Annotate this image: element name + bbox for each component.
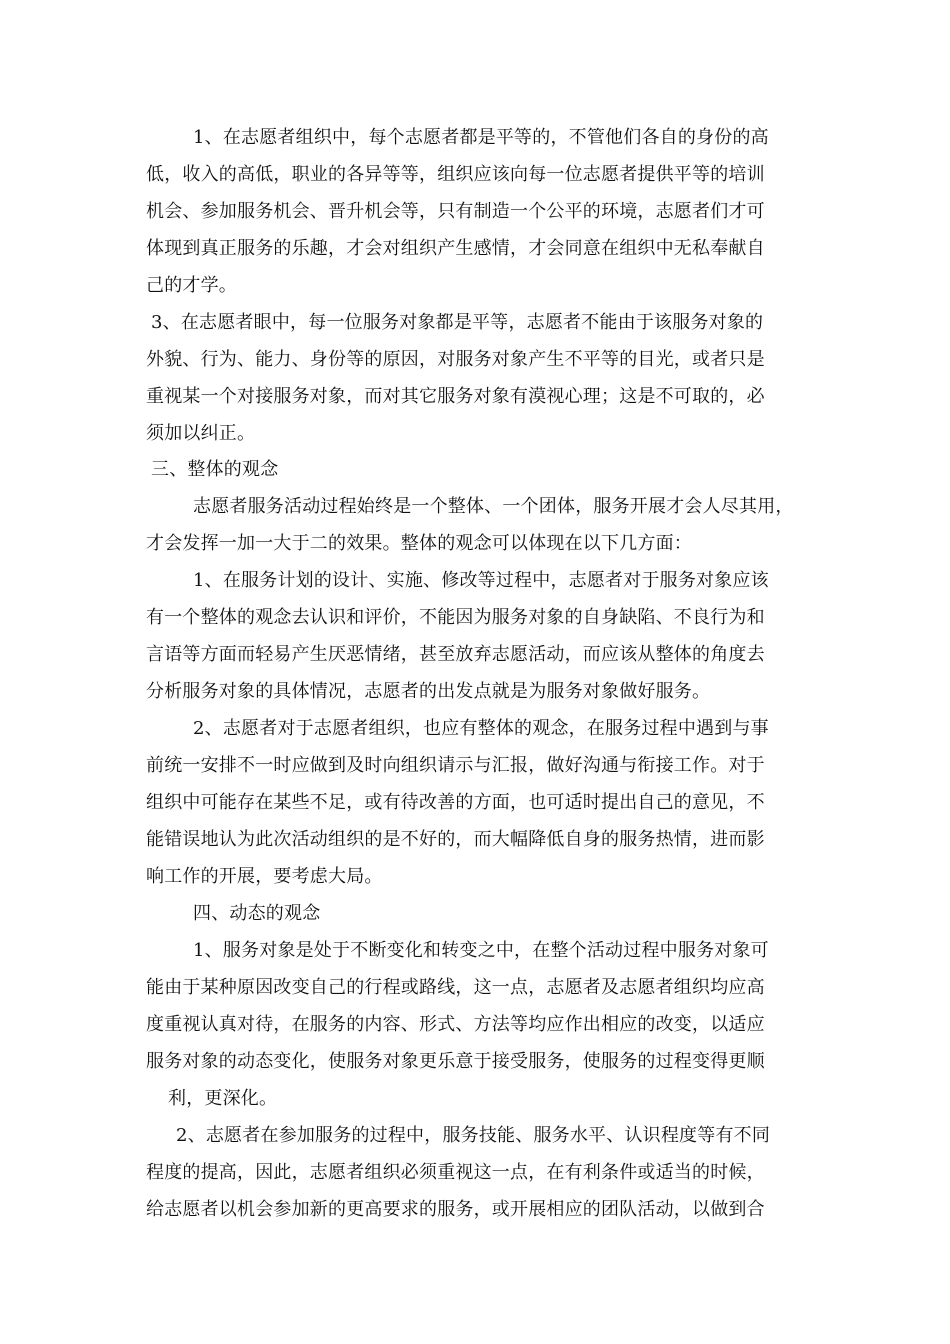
paragraph-line: 低，收入的高低，职业的各异等等，组织应该向每一位志愿者提供平等的培训: [146, 164, 765, 185]
paragraph-line: 重视某一个对接服务对象，而对其它服务对象有漠视心理；这是不可取的，必: [146, 386, 765, 407]
paragraph-line: 言语等方面而轻易产生厌恶情绪，甚至放弃志愿活动，而应该从整体的角度去: [146, 644, 765, 665]
paragraph-line: 外貌、行为、能力、身份等的原因，对服务对象产生不平等的目光，或者只是: [146, 349, 765, 370]
paragraph-line: 体现到真正服务的乐趣，才会对组织产生感情，才会同意在组织中无私奉献自: [146, 238, 765, 259]
paragraph-line: 1、在服务计划的设计、实施、修改等过程中，志愿者对于服务对象应该: [193, 570, 769, 591]
paragraph-line: 2、志愿者在参加服务的过程中，服务技能、服务水平、认识程度等有不同: [176, 1125, 771, 1146]
paragraph-line: 利，更深化。: [168, 1088, 278, 1109]
paragraph-line: 能由于某种原因改变自己的行程或路线，这一点，志愿者及志愿者组织均应高: [146, 977, 765, 998]
paragraph-line: 能错误地认为此次活动组织的是不好的，而大幅降低自身的服务热情，进而影: [146, 829, 765, 850]
paragraph-line: 响工作的开展，要考虑大局。: [146, 866, 383, 887]
paragraph-line: 分析服务对象的具体情况，志愿者的出发点就是为服务对象做好服务。: [146, 681, 711, 702]
paragraph-line: 2、志愿者对于志愿者组织，也应有整体的观念，在服务过程中遇到与事: [193, 718, 769, 739]
paragraph-line: 1、服务对象是处于不断变化和转变之中，在整个活动过程中服务对象可: [193, 940, 769, 961]
paragraph-line: 组织中可能存在某些不足，或有待改善的方面，也可适时提出自己的意见，不: [146, 792, 765, 813]
paragraph-line: 前统一安排不一时应做到及时向组织请示与汇报，做好沟通与衔接工作。对于: [146, 755, 765, 776]
paragraph-line: 才会发挥一加一大于二的效果。整体的观念可以体现在以下几方面：: [146, 533, 692, 554]
paragraph-line: 己的才学。: [146, 275, 237, 296]
paragraph-line: 程度的提高，因此，志愿者组织必须重视这一点，在有利条件或适当的时候，: [146, 1162, 765, 1183]
paragraph-line: 给志愿者以机会参加新的更高要求的服务，或开展相应的团队活动，以做到合: [146, 1199, 765, 1220]
paragraph-line: 须加以纠正。: [146, 423, 256, 444]
paragraph-line: 1、在志愿者组织中，每个志愿者都是平等的，不管他们各自的身份的高: [193, 127, 769, 148]
section-heading: 三、整体的观念: [151, 459, 279, 480]
paragraph-line: 度重视认真对待，在服务的内容、形式、方法等均应作出相应的改变，以适应: [146, 1014, 765, 1035]
paragraph-line: 机会、参加服务机会、晋升机会等，只有制造一个公平的环境，志愿者们才可: [146, 201, 765, 222]
paragraph-line: 志愿者服务活动过程始终是一个整体、一个团体，服务开展才会人尽其用，: [193, 496, 794, 517]
paragraph-line: 有一个整体的观念去认识和评价，不能因为服务对象的自身缺陷、不良行为和: [146, 607, 765, 628]
paragraph-line: 服务对象的动态变化，使服务对象更乐意于接受服务，使服务的过程变得更顺: [146, 1051, 765, 1072]
section-heading: 四、动态的观念: [193, 903, 321, 924]
paragraph-line: 3、在志愿者眼中，每一位服务对象都是平等，志愿者不能由于该服务对象的: [151, 312, 764, 333]
